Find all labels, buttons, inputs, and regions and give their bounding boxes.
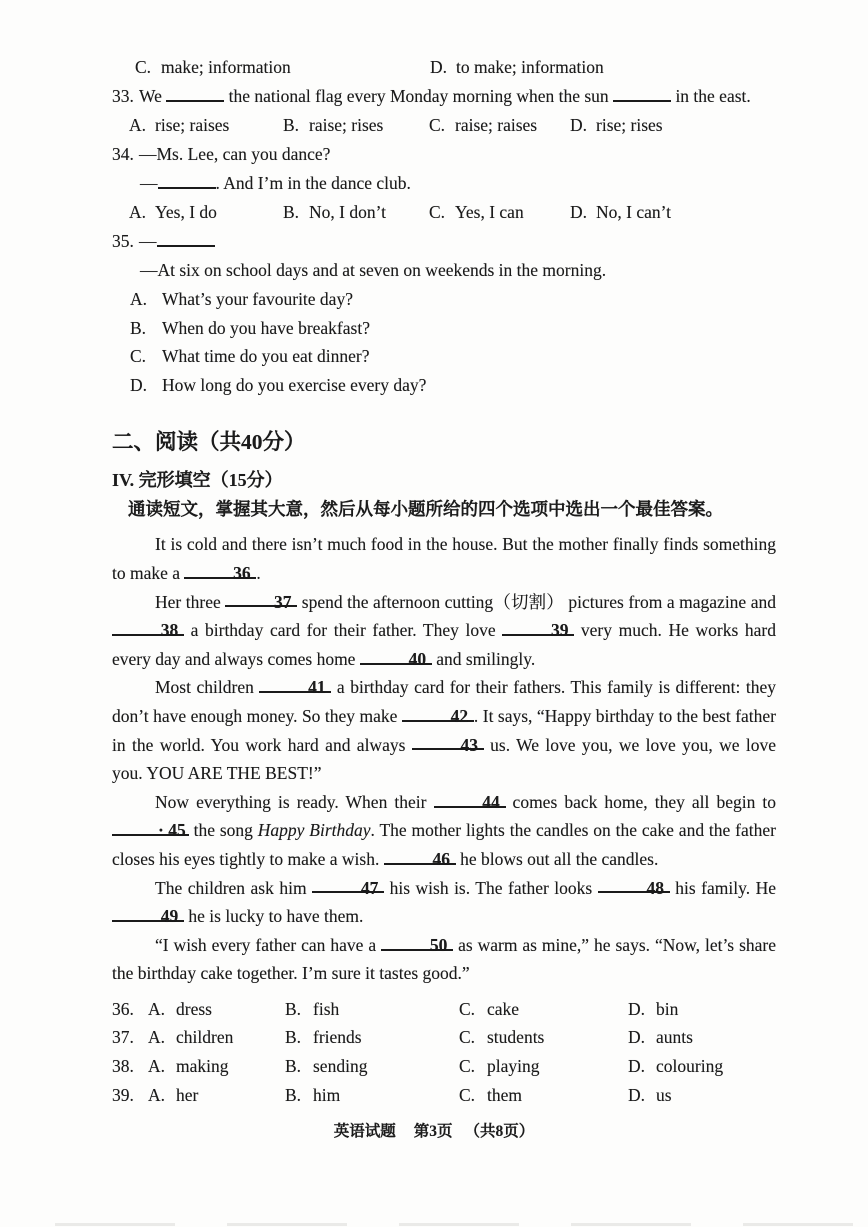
option-d (430, 53, 604, 82)
option-a (148, 995, 285, 1024)
option-d (570, 111, 663, 140)
option-label: C. (459, 1084, 476, 1105)
question-34-options (129, 198, 776, 227)
option-label: D. (570, 202, 588, 222)
option-label: A. (148, 1084, 166, 1105)
answer-blank: 44 (434, 788, 506, 808)
scan-edge-artifact (55, 1223, 853, 1226)
question-34-stem (112, 140, 776, 169)
option-d (570, 198, 671, 227)
passage-paragraph: “I wish every father can have a 50 as warm as mine,” he says. “Now, let’s share the birthday cake together. I’m sure it tastes good.” (112, 931, 776, 988)
option-text: When do you have breakfast? (162, 317, 370, 338)
option-d (628, 995, 776, 1024)
option-text: making (176, 1056, 229, 1077)
option-b (283, 111, 429, 140)
option-b (285, 995, 459, 1024)
question-text: — (139, 231, 215, 251)
question-number: 33. (112, 86, 134, 106)
answer-blank: 40 (360, 645, 432, 665)
option-text: sending (313, 1056, 368, 1077)
option-text: aunts (656, 1027, 693, 1048)
option-label: A. (148, 1027, 166, 1048)
option-text: bin (656, 998, 679, 1019)
subsection-heading: IV. 完形填空（15分） (112, 470, 283, 491)
answer-blank: 49 (112, 902, 184, 922)
answer-blank: 43 (412, 731, 484, 751)
option-label: A. (148, 1056, 166, 1077)
italic-text: Happy Birthday (257, 820, 371, 841)
option-b (283, 198, 429, 227)
answer-blank: 48 (598, 874, 670, 894)
option-d (628, 1081, 776, 1110)
option-c (459, 995, 628, 1024)
option-label: C. (459, 1056, 476, 1077)
option-a (129, 198, 283, 227)
option-text: us (656, 1084, 672, 1105)
question-number: 36. (112, 998, 134, 1019)
option-c (429, 111, 570, 140)
option-text: playing (487, 1056, 540, 1077)
option-label: D. (430, 57, 448, 77)
question-text: —Ms. Lee, can you dance? (139, 144, 331, 164)
option-label: A. (129, 202, 147, 222)
footer-page-total: （共8页） (464, 1123, 535, 1140)
option-text: make; information (161, 57, 291, 77)
option-text: What time do you eat dinner? (162, 346, 370, 367)
question-33-stem (112, 82, 776, 111)
option-text: students (487, 1027, 545, 1048)
option-label: C. (459, 998, 476, 1019)
question-number: 38. (112, 1056, 134, 1077)
option-label: D. (628, 998, 646, 1019)
option-b (285, 1023, 459, 1052)
option-text: No, I can’t (596, 202, 671, 222)
answer-blank: 46 (384, 845, 456, 865)
option-text: rise; rises (596, 115, 663, 135)
option-c (459, 1052, 628, 1081)
question-35-stem (112, 227, 776, 256)
carryover-options-row (135, 53, 776, 82)
passage-paragraph: Now everything is ready. When their 44 comes back home, they all begin to · 45 the song Happy Birthday. The mother lights the candles on the cake and the father closes his eyes tightly to make a wish. 46 he blows out all the candles. (112, 788, 776, 874)
option-text: fish (313, 998, 340, 1019)
option-label: C. (459, 1027, 476, 1048)
option-text: cake (487, 998, 520, 1019)
option-a (129, 111, 283, 140)
option-text: friends (313, 1027, 362, 1048)
answer-blank: · 45 (112, 816, 189, 836)
option-text: them (487, 1084, 522, 1105)
option-label: A. (130, 289, 148, 309)
option-c (459, 1081, 628, 1110)
option-label: B. (283, 115, 300, 135)
question-35-option-b (130, 314, 776, 343)
option-label: A. (148, 998, 166, 1019)
question-number: 37. (112, 1027, 134, 1048)
option-text: colouring (656, 1056, 724, 1077)
answer-blank: 36 (184, 559, 256, 579)
question-text: We the national flag every Monday morning when the sun in the east. (139, 86, 751, 106)
answer-blank: 47 (312, 874, 384, 894)
answer-blank: 42 (402, 702, 474, 722)
cloze-options-grid (112, 995, 776, 1109)
question-number: 34. (112, 144, 134, 164)
option-a (148, 1081, 285, 1110)
option-label: D. (570, 115, 588, 135)
option-label: C. (429, 202, 446, 222)
passage-paragraph: The children ask him 47 his wish is. The father looks 48 his family. He 49 he is lucky to have them. (112, 874, 776, 931)
option-c (429, 198, 570, 227)
option-text: raise; rises (309, 115, 384, 135)
question-35-option-d (130, 371, 776, 400)
option-text: her (176, 1084, 199, 1105)
option-text: Yes, I do (155, 202, 217, 222)
answer-blank (158, 169, 216, 189)
cloze-passage (112, 530, 776, 988)
option-label: D. (628, 1027, 646, 1048)
question-35-answer-line: —At six on school days and at seven on weekends in the morning. (140, 260, 607, 280)
option-text: him (313, 1084, 341, 1105)
page-footer (0, 1120, 868, 1144)
question-number: 39. (112, 1084, 134, 1105)
option-text: No, I don’t (309, 202, 386, 222)
section-heading: 二、阅读（共40分） (112, 430, 306, 455)
option-text: children (176, 1027, 234, 1048)
footer-page-number: 第3页 (413, 1123, 453, 1140)
answer-blank (166, 82, 224, 102)
passage-paragraph: Her three 37 spend the afternoon cutting（切割） pictures from a magazine and 38 a birthday card for their father. They love 39 very much. He works hard every day and always comes home 40 and smilingly. (112, 588, 776, 674)
option-label: D. (628, 1084, 646, 1105)
footer-exam-title: 英语试题 (333, 1123, 396, 1140)
option-label: A. (129, 115, 147, 135)
answer-blank (157, 227, 215, 247)
question-34-answer-line: — . And I’m in the dance club. (140, 169, 776, 198)
answer-blank: 50 (381, 931, 453, 951)
option-c (135, 53, 430, 82)
option-label: D. (130, 374, 148, 395)
option-label: B. (130, 317, 147, 338)
option-label: B. (283, 202, 300, 222)
option-text: raise; raises (455, 115, 538, 135)
option-b (285, 1052, 459, 1081)
answer-blank: 38 (112, 616, 184, 636)
option-text: to make; information (456, 57, 604, 77)
option-label: C. (130, 346, 147, 367)
option-a (148, 1052, 285, 1081)
option-label: D. (628, 1056, 646, 1077)
option-label: C. (135, 57, 152, 77)
answer-blank: 39 (502, 616, 574, 636)
option-d (628, 1023, 776, 1052)
option-text: Yes, I can (455, 202, 524, 222)
option-label: B. (285, 1084, 302, 1105)
option-b (285, 1081, 459, 1110)
question-number: 35. (112, 231, 134, 251)
question-35-option-c (130, 342, 776, 371)
option-label: B. (285, 998, 302, 1019)
option-text: rise; raises (155, 115, 230, 135)
instruction-text: 通读短文，掌握其大意，然后从每小题所给的四个选项中选出一个最佳答案。 (128, 499, 723, 520)
answer-blank (613, 82, 671, 102)
answer-blank: 37 (225, 588, 297, 608)
question-35-option-a (130, 285, 776, 314)
option-a (148, 1023, 285, 1052)
option-text: How long do you exercise every day? (162, 374, 427, 395)
option-label: C. (429, 115, 446, 135)
question-33-options (129, 111, 776, 140)
passage-paragraph: It is cold and there isn’t much food in the house. But the mother finally finds something to make a 36 . (112, 534, 776, 583)
answer-blank: 41 (259, 673, 331, 693)
option-label: B. (285, 1027, 302, 1048)
option-label: B. (285, 1056, 302, 1077)
option-text: dress (176, 998, 212, 1019)
option-text: What’s your favourite day? (162, 289, 353, 309)
option-d (628, 1052, 776, 1081)
option-c (459, 1023, 628, 1052)
passage-paragraph: Most children 41 a birthday card for their fathers. This family is different: they don’t have enough money. So they make 42 . It says, “Happy birthday to the best father in the world. You work hard and always 43 us. We love you, we love you, we love you. YOU ARE THE BEST!” (112, 673, 776, 787)
